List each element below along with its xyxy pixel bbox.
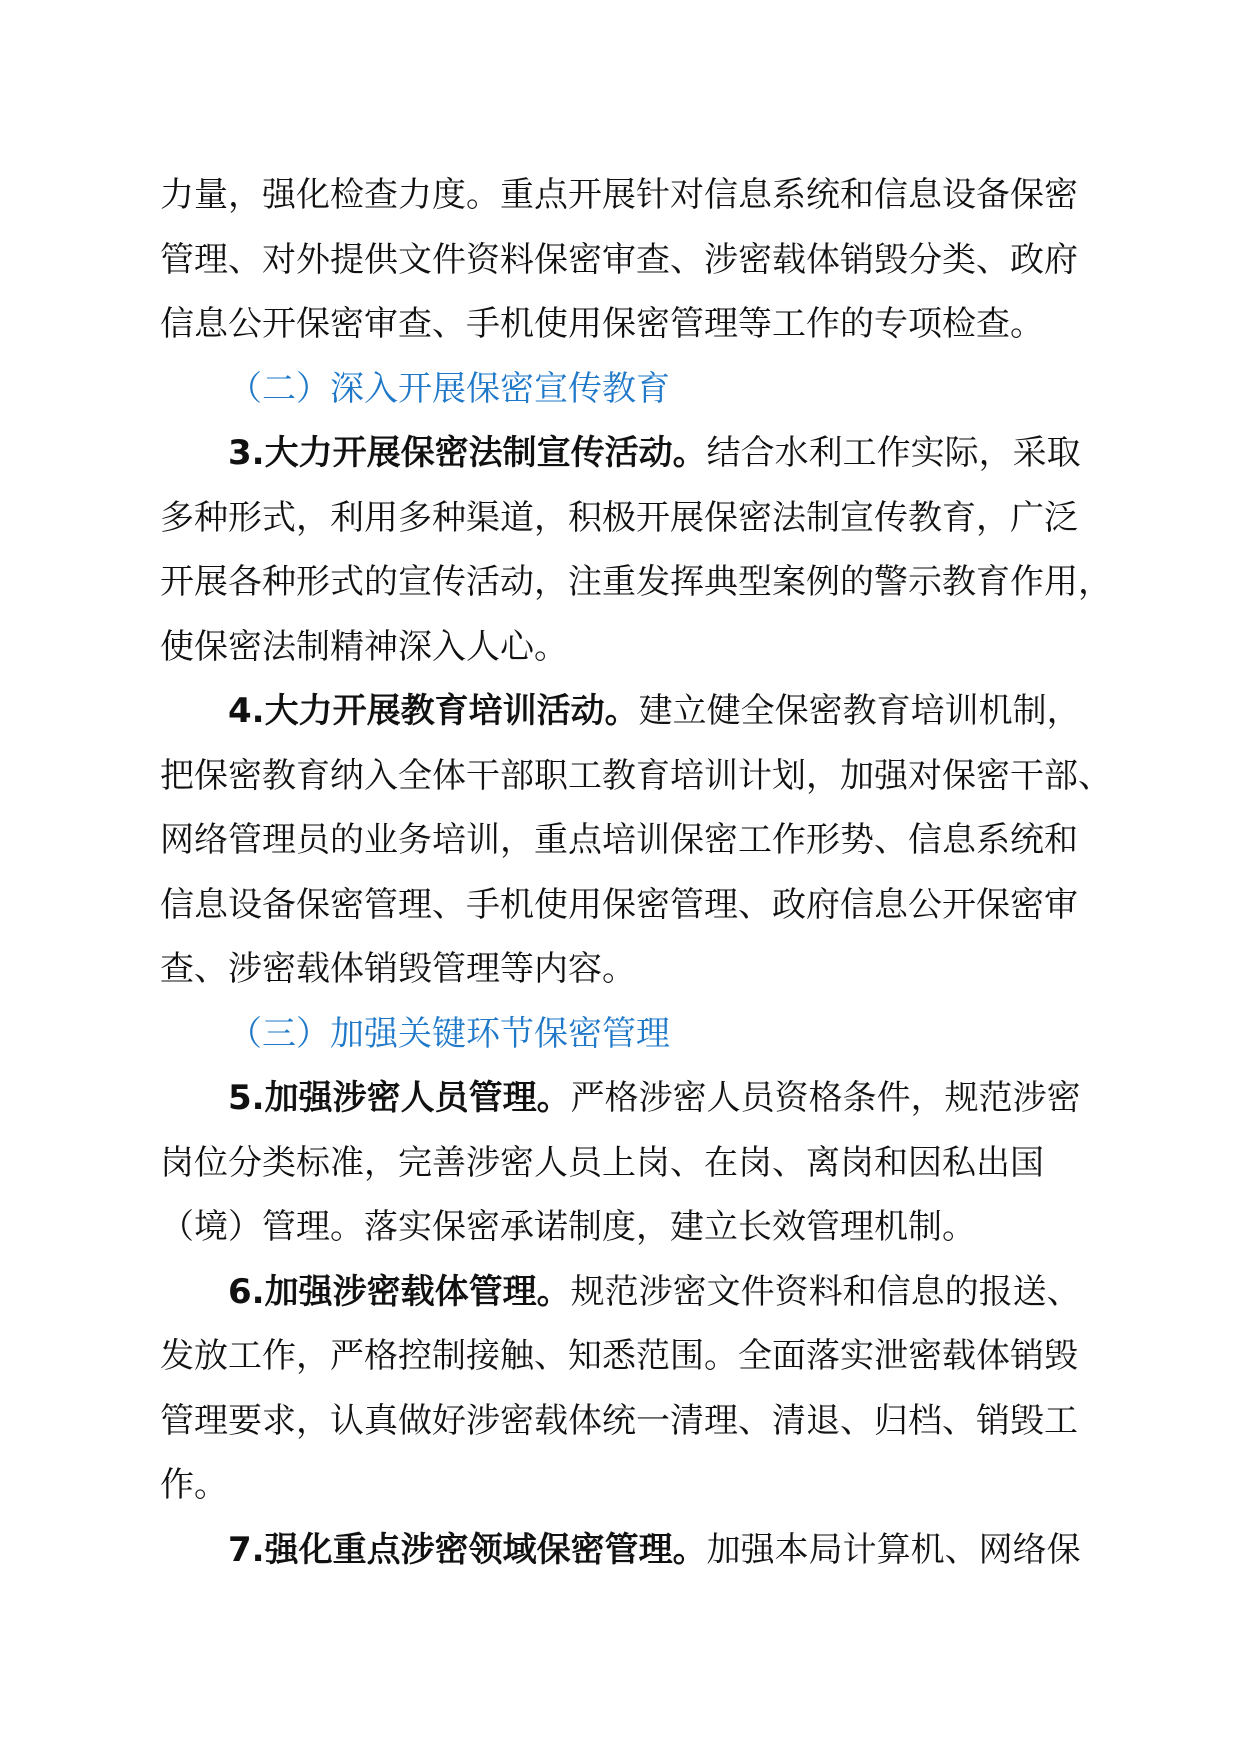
numbered-paragraph-start (160, 679, 1145, 744)
body-line: 多种形式，利用多种渠道，积极开展保密法制宣传教育，广泛 (160, 497, 1078, 538)
body-line: 开展各种形式的宣传活动，注重发挥典型案例的警示教育作用， (160, 562, 1112, 602)
body-line: 发放工作，严格控制接触、知悉范围。全面落实泄密载体销毁 (160, 1336, 1078, 1376)
item-title: 5.加强涉密人员管理。 (228, 1078, 571, 1118)
body-line: 管理要求，认真做好涉密载体统一清理、清退、归档、销毁工 (160, 1400, 1078, 1441)
item-title: 6.加强涉密载体管理。 (228, 1271, 571, 1312)
body-line: 岗位分类标准，完善涉密人员上岗、在岗、离岗和因私出国 (160, 1142, 1044, 1183)
body-line: （境）管理。落实保密承诺制度，建立长效管理机制。 (160, 1207, 976, 1247)
item-title: 4.大力开展教育培训活动。 (228, 691, 639, 731)
numbered-paragraph-start (160, 1260, 1145, 1325)
item-text: 规范涉密文件资料和信息的报送、 (570, 1271, 1081, 1312)
item-text: 结合水利工作实际，采取 (706, 433, 1081, 473)
numbered-paragraph-start (160, 421, 1145, 486)
item-text: 加强本局计算机、网络保 (706, 1529, 1081, 1570)
item-text: 建立健全保密教育培训机制， (638, 691, 1081, 731)
body-line: 把保密教育纳入全体干部职工教育培训计划，加强对保密干部、 (160, 755, 1112, 796)
item-title: 3.大力开展保密法制宣传活动。 (228, 433, 707, 473)
body-line: 管理、对外提供文件资料保密审查、涉密载体销毁分类、政府 (160, 239, 1078, 280)
numbered-paragraph-start (160, 1518, 1145, 1583)
section-heading: （二）深入开展保密宣传教育 (228, 368, 670, 409)
body-line: 信息设备保密管理、手机使用保密管理、政府信息公开保密审 (160, 884, 1078, 925)
body-line: 信息公开保密审查、手机使用保密管理等工作的专项检查。 (160, 304, 1044, 344)
item-title: 7.强化重点涉密领域保密管理。 (228, 1529, 707, 1570)
document-body (160, 163, 1145, 1582)
item-text: 严格涉密人员资格条件，规范涉密 (570, 1078, 1081, 1118)
body-line: 网络管理员的业务培训，重点培训保密工作形势、信息系统和 (160, 820, 1078, 860)
body-line: 力量，强化检查力度。重点开展针对信息系统和信息设备保密 (160, 175, 1078, 215)
body-line: 使保密法制精神深入人心。 (160, 626, 568, 667)
numbered-paragraph-start (160, 1066, 1145, 1131)
section-heading: （三）加强关键环节保密管理 (228, 1013, 670, 1054)
body-line: 查、涉密载体销毁管理等内容。 (160, 949, 636, 989)
body-line: 作。 (160, 1465, 228, 1505)
